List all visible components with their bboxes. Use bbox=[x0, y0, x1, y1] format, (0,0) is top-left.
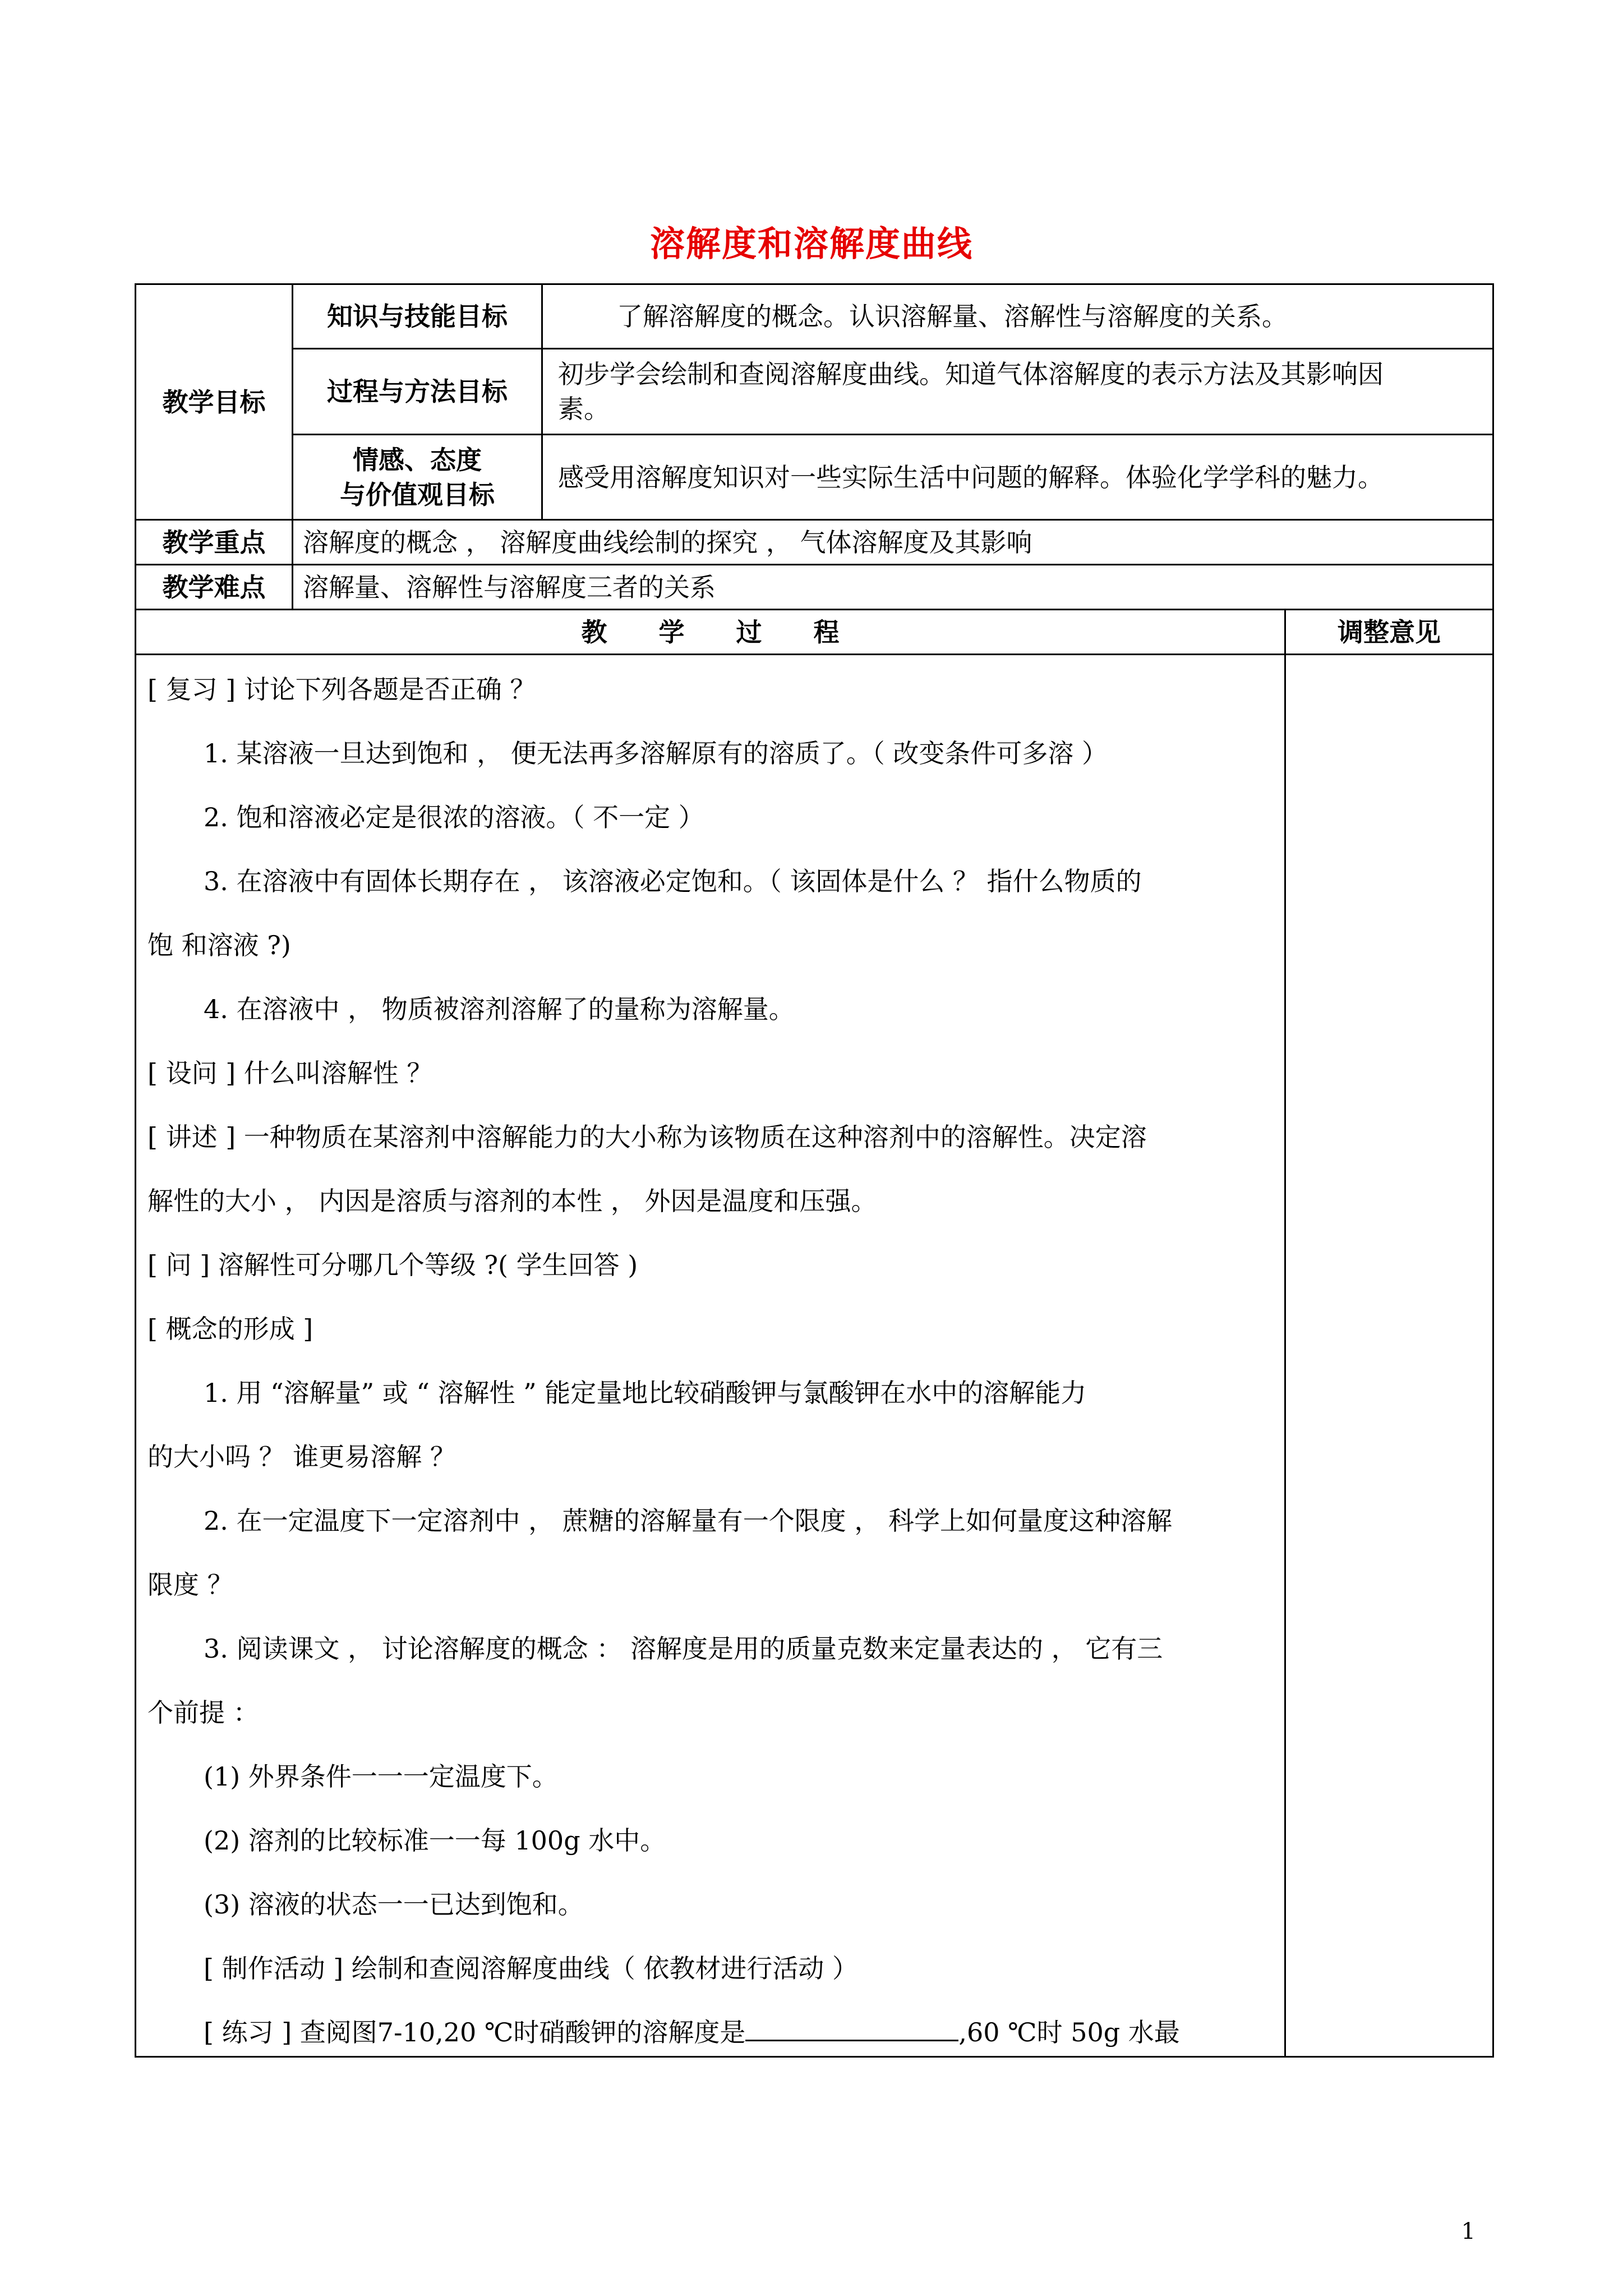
exercise-line bbox=[147, 2000, 1275, 2064]
concept-heading: [ 概念的形成 ] bbox=[147, 1314, 313, 1344]
process-method-line1: 初步学会绘制和查阅溶解度曲线。知道气体溶解度的表示方法及其影响因 bbox=[558, 359, 1384, 389]
emotion-values-content: 感受用溶解度知识对一些实际生活中问题的解释。体验化学学科的魅力。 bbox=[558, 462, 1384, 493]
knowledge-skill-label: 知识与技能目标 bbox=[327, 301, 508, 332]
ask-levels: [ 问 ] 溶解性可分哪几个等级 ?( 学生回答 ) bbox=[147, 1250, 638, 1280]
review-item-4: 4. 在溶液中 ， 物质被溶剂溶解了的量称为溶解量。 bbox=[204, 994, 795, 1024]
answer-blank bbox=[745, 2014, 958, 2041]
review-item-3-cont: 饱 和溶液 ?) bbox=[147, 930, 291, 960]
review-item-2: 2. 饱和溶液必定是很浓的溶液。（ 不一定 ） bbox=[204, 802, 704, 832]
page-number: 1 bbox=[1461, 2219, 1476, 2244]
concept-item-2: 2. 在一定温度下一定溶剂中 ， 蔗糖的溶解量有一个限度 ， 科学上如何量度这种溶解 bbox=[204, 1506, 1172, 1536]
difficulties-label: 教学难点 bbox=[162, 572, 266, 602]
process-method-content bbox=[558, 349, 1483, 434]
concept-item-1: 1. 用 “溶解量” 或 “ 溶解性 ” 能定量地比较硝酸钾与氯酸钾在水中的溶解能力 bbox=[204, 1378, 1087, 1408]
difficulties-content: 溶解量、溶解性与溶解度三者的关系 bbox=[303, 572, 716, 602]
document-title: 溶解度和溶解度曲线 bbox=[649, 223, 973, 264]
concept-item-2-cont: 限度 ？ bbox=[147, 1570, 233, 1600]
process-method-label: 过程与方法目标 bbox=[327, 376, 508, 407]
concept-item-3-cont: 个前提 ： bbox=[147, 1697, 259, 1728]
emotion-values-label-line1: 情感、态度 bbox=[353, 444, 482, 475]
objectives-label: 教学目标 bbox=[162, 386, 266, 417]
premise-3: (3) 溶液的状态一一已达到饱和。 bbox=[204, 1889, 584, 1920]
concept-item-3: 3. 阅读课文 ， 讨论溶解度的概念 ： 溶解度是用的质量克数来定量表达的 ， 它有三 bbox=[204, 1634, 1163, 1664]
knowledge-skill-content: 了解溶解度的概念。认识溶解量、溶解性与溶解度的关系。 bbox=[617, 301, 1288, 332]
adjust-header: 调整意见 bbox=[1338, 616, 1441, 647]
lecture-line-2: 解性的大小 ， 内因是溶质与溶剂的本性 ， 外因是温度和压强。 bbox=[147, 1186, 877, 1216]
review-item-1: 1. 某溶液一旦达到饱和 ， 便无法再多溶解原有的溶质了。（ 改变条件可多溶 ） bbox=[204, 738, 1108, 769]
premise-2: (2) 溶剂的比较标准一一每 100g 水中。 bbox=[204, 1825, 666, 1856]
premise-1: (1) 外界条件一一一定温度下。 bbox=[204, 1761, 558, 1792]
exercise-text-before: [ 练习 ] 查阅图7-10,20 ℃时硝酸钾的溶解度是 bbox=[204, 2017, 746, 2047]
teaching-process-body bbox=[147, 657, 1275, 2064]
process-method-line2: 素。 bbox=[558, 394, 610, 424]
emotion-values-label bbox=[293, 435, 541, 519]
question-heading: [ 设问 ] 什么叫溶解性 ？ bbox=[147, 1058, 433, 1088]
lecture-line-1: [ 讲述 ] 一种物质在某溶剂中溶解能力的大小称为该物质在这种溶剂中的溶解性。决定溶 bbox=[147, 1122, 1147, 1152]
emotion-values-label-line2: 与价值观目标 bbox=[340, 479, 495, 510]
review-heading: [ 复习 ] 讨论下列各题是否正确 ？ bbox=[147, 674, 536, 705]
key-points-label: 教学重点 bbox=[162, 527, 266, 558]
activity-line: [ 制作活动 ] 绘制和查阅溶解度曲线（ 依教材进行活动 ） bbox=[204, 1953, 859, 1984]
key-points-content: 溶解度的概念 ， 溶解度曲线绘制的探究 ， 气体溶解度及其影响 bbox=[303, 527, 1032, 558]
process-header: 教 学 过 程 bbox=[581, 616, 840, 647]
concept-item-1-cont: 的大小吗 ？ 谁更易溶解 ？ bbox=[147, 1442, 456, 1472]
review-item-3: 3. 在溶液中有固体长期存在 ， 该溶液必定饱和。（ 该固体是什么 ？ 指什么物质的 bbox=[204, 866, 1142, 896]
exercise-text-after: ,60 ℃时 50g 水最 bbox=[958, 2017, 1180, 2047]
